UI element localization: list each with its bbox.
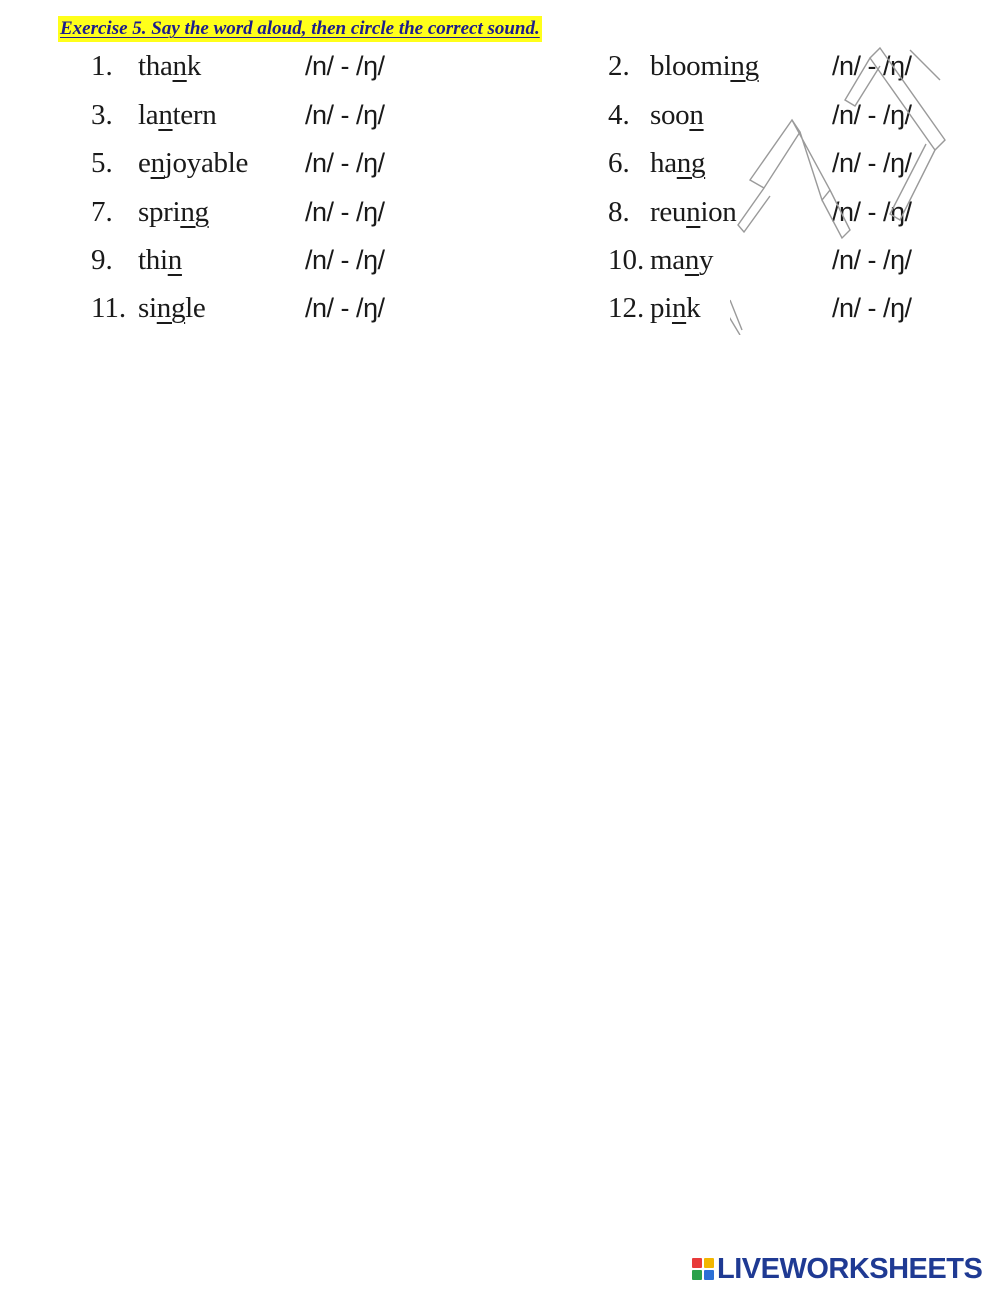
item-number: 7. [91, 196, 113, 228]
item-word: hang [650, 147, 706, 179]
item-word: lantern [138, 99, 217, 131]
sound-options[interactable]: /n/ - /ŋ/ [832, 293, 912, 323]
logo-square-red [692, 1258, 702, 1268]
sound-options[interactable]: /n/ - /ŋ/ [305, 51, 385, 81]
exercise-items [0, 40, 1000, 340]
item-number: 5. [91, 147, 113, 179]
sound-options[interactable]: /n/ - /ŋ/ [305, 245, 385, 275]
sound-options[interactable]: /n/ - /ŋ/ [832, 51, 912, 81]
sound-options[interactable]: /n/ - /ŋ/ [305, 293, 385, 323]
item-word: enjoyable [138, 147, 249, 179]
item-word: blooming [650, 50, 759, 82]
sound-options[interactable]: /n/ - /ŋ/ [832, 245, 912, 275]
sound-options[interactable]: /n/ - /ŋ/ [832, 148, 912, 178]
logo-text: LIVEWORKSHEETS [717, 1252, 983, 1285]
sound-options[interactable]: /n/ - /ŋ/ [305, 148, 385, 178]
item-number: 3. [91, 99, 113, 131]
item-word: thank [138, 50, 201, 82]
liveworksheets-logo [692, 1250, 982, 1288]
item-number: 6. [608, 147, 630, 179]
sound-options[interactable]: /n/ - /ŋ/ [305, 100, 385, 130]
logo-square-green [692, 1270, 702, 1280]
liveworksheets-logo-icon [692, 1258, 714, 1280]
item-number: 8. [608, 196, 630, 228]
item-number: 2. [608, 50, 630, 82]
item-number: 11. [91, 292, 127, 324]
item-word: reunion [650, 196, 737, 228]
item-word: pink [650, 292, 701, 324]
sound-options[interactable]: /n/ - /ŋ/ [305, 197, 385, 227]
item-number: 1. [91, 50, 113, 82]
exercise-title: Exercise 5. Say the word aloud, then circle the correct sound. [58, 16, 542, 42]
item-word: soon [650, 99, 704, 131]
item-word: spring [138, 196, 209, 228]
logo-square-yellow [704, 1258, 714, 1268]
sound-options[interactable]: /n/ - /ŋ/ [832, 197, 912, 227]
sound-options[interactable]: /n/ - /ŋ/ [832, 100, 912, 130]
item-number: 4. [608, 99, 630, 131]
item-word: thin [138, 244, 182, 276]
item-word: many [650, 244, 714, 276]
item-number: 9. [91, 244, 113, 276]
item-word: single [138, 292, 206, 324]
logo-square-blue [704, 1270, 714, 1280]
item-number: 10. [608, 244, 645, 276]
item-number: 12. [608, 292, 645, 324]
